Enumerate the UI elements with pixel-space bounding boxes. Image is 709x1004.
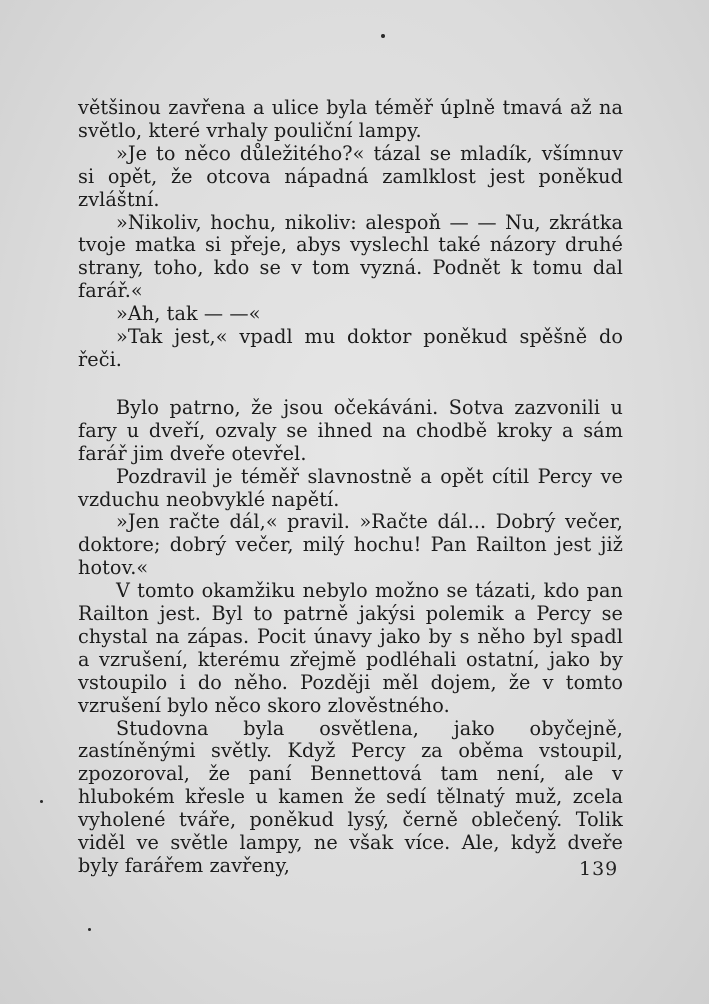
- paragraph: Pozdravil je téměř slavnostně a opět cítil Percy ve vzduchu neobvyklé napětí.: [78, 464, 623, 511]
- paragraph: »Jen račte dál,« pravil. »Račte dál... Dobrý večer, doktore; dobrý večer, milý hochu! Pan Railton jest již hotov.«: [78, 510, 623, 580]
- ink-speck: [40, 800, 43, 803]
- ink-speck: [88, 928, 91, 931]
- paragraph: »Je to něco důležitého?« tázal se mladík, všímnuv si opět, že otcova nápadná zamlklost jest poněkud zvláštní.: [78, 141, 623, 211]
- body-text: [78, 97, 623, 878]
- paragraph: »Tak jest,« vpadl mu doktor poněkud spěšně do řeči.: [78, 325, 623, 371]
- ink-speck: [381, 34, 385, 38]
- paragraph: Bylo patrno, že jsou očekáváni. Sotva zazvonili u fary u dveří, ozvaly se ihned na chodbě kroky a sám farář jim dveře otevřel.: [78, 395, 623, 465]
- page-number: 139: [579, 858, 619, 880]
- paragraph: »Nikoliv, hochu, nikoliv: alespoň — — Nu, zkrátka tvoje matka si přeje, abys vyslechl také názory druhé strany, toho, kdo se v tom vyzná. Podnět k tomu dal farář.«: [78, 210, 623, 303]
- paragraph: většinou zavřena a ulice byla téměř úplně tmavá až na světlo, které vrhaly pouliční lampy.: [78, 96, 623, 142]
- section-gap: [78, 372, 623, 397]
- paragraph: Studovna byla osvětlena, jako obyčejně, zastíněnými světly. Když Percy za oběma vstoupil, zpozoroval, že paní Bennettová tam není, ale v hlubokém křesle u kamen že sedí tělnatý muž, zcela vyholené tváře, poněkud lysý, černě oblečený. Tolik viděl ve světle lampy, ne však více. Ale, když dveře byly farářem zavřeny,: [78, 716, 623, 877]
- paragraph: »Ah, tak — —«: [116, 302, 261, 326]
- paragraph: V tomto okamžiku nebylo možno se tázati, kdo pan Railton jest. Byl to patrně jakýsi polemik a Percy se chystal na zápas. Pocit únavy jako by s něho byl spadl a vzrušení, kterému zřejmě podléhali ostatní, jako by vstoupilo i do něho. Později měl dojem, že v tomto vzrušení bylo něco skoro zlověstného.: [78, 579, 623, 717]
